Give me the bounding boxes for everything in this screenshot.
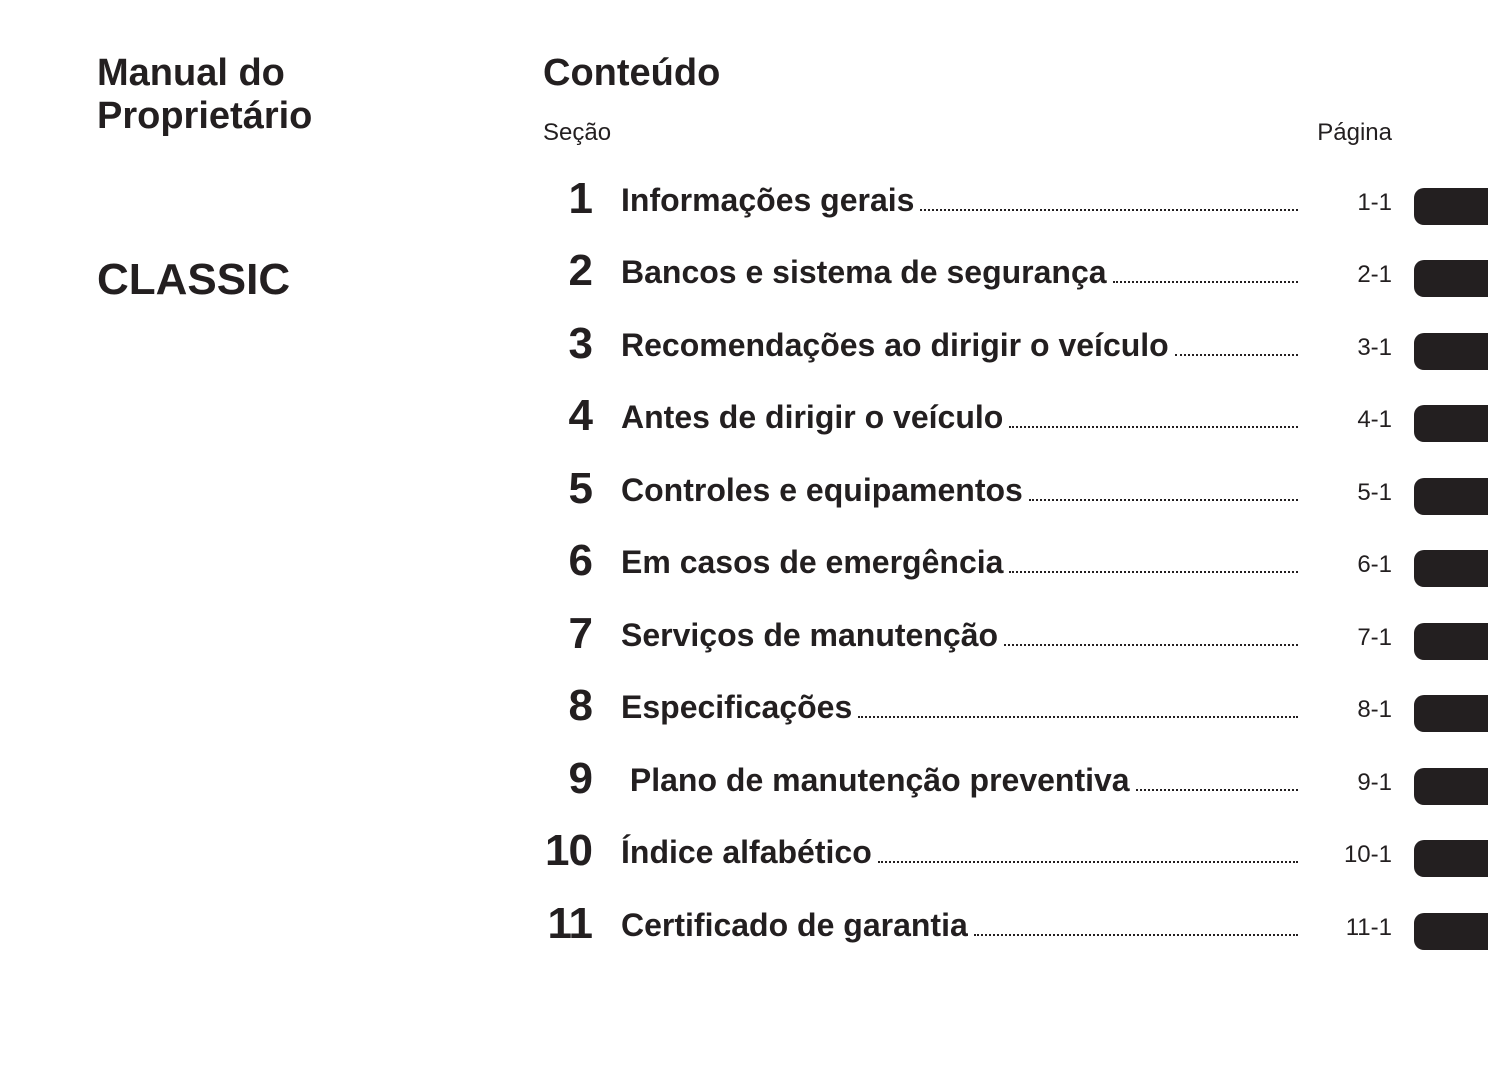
- dot-leader: [1113, 277, 1298, 283]
- page-reference: 4-1: [1357, 406, 1392, 433]
- page-reference: 5-1: [1357, 479, 1392, 506]
- page-reference: 8-1: [1357, 696, 1392, 723]
- entry-line: [621, 470, 1298, 510]
- dot-leader: [1009, 567, 1298, 573]
- page-column-header: Página: [1317, 119, 1392, 146]
- section-thumb-tab[interactable]: [1414, 188, 1488, 225]
- section-thumb-tab[interactable]: [1414, 623, 1488, 660]
- page-reference: 11-1: [1345, 914, 1392, 941]
- section-thumb-tab[interactable]: [1414, 478, 1488, 515]
- section-title: Recomendações ao dirigir o veículo: [621, 327, 1169, 363]
- toc-entry-4[interactable]: [540, 391, 1488, 443]
- toc-entry-8[interactable]: [540, 681, 1488, 733]
- entry-line: [621, 905, 1298, 945]
- section-thumb-tab[interactable]: [1414, 550, 1488, 587]
- model-name: CLASSIC: [97, 255, 291, 304]
- page-reference: 2-1: [1357, 261, 1392, 288]
- toc-entry-7[interactable]: [540, 609, 1488, 661]
- section-title: Plano de manutenção preventiva: [621, 762, 1130, 798]
- dot-leader: [920, 205, 1298, 211]
- page-reference: 10-1: [1343, 841, 1392, 868]
- manual-title-line-2: Proprietário: [97, 95, 313, 137]
- section-number: 4: [568, 391, 592, 440]
- dot-leader: [878, 857, 1298, 863]
- section-number: 2: [568, 246, 592, 295]
- toc-entry-9[interactable]: [540, 754, 1488, 806]
- entry-line: [621, 760, 1298, 800]
- entry-line: [621, 832, 1298, 872]
- page-reference: 9-1: [1357, 769, 1392, 796]
- section-title: Informações gerais: [621, 182, 915, 218]
- dot-leader: [1004, 640, 1298, 646]
- section-thumb-tab[interactable]: [1414, 260, 1488, 297]
- section-thumb-tab[interactable]: [1414, 840, 1488, 877]
- entry-line: [621, 252, 1298, 292]
- manual-title: [97, 52, 312, 138]
- section-number: 5: [568, 464, 592, 513]
- dot-leader: [974, 930, 1298, 936]
- section-title: Índice alfabético: [621, 834, 872, 870]
- toc-entry-10[interactable]: [540, 826, 1488, 878]
- toc-entry-6[interactable]: [540, 536, 1488, 588]
- dot-leader: [1029, 495, 1298, 501]
- entry-line: [621, 180, 1298, 220]
- section-number: 6: [568, 536, 592, 585]
- toc-entry-11[interactable]: [540, 899, 1488, 951]
- section-number: 10: [545, 826, 592, 875]
- section-title: Especificações: [621, 689, 853, 725]
- entry-line: [621, 397, 1298, 437]
- section-thumb-tab[interactable]: [1414, 768, 1488, 805]
- contents-title: Conteúdo: [543, 52, 721, 94]
- section-number: 1: [568, 174, 592, 223]
- dot-leader: [858, 712, 1298, 718]
- entry-line: [621, 687, 1298, 727]
- toc-entry-5[interactable]: [540, 464, 1488, 516]
- dot-leader: [1136, 785, 1298, 791]
- section-title: Certificado de garantia: [621, 907, 968, 943]
- section-number: 3: [568, 319, 592, 368]
- section-thumb-tab[interactable]: [1414, 405, 1488, 442]
- section-title: Em casos de emergência: [621, 544, 1004, 580]
- toc-entry-1[interactable]: [540, 174, 1488, 226]
- toc-entry-2[interactable]: [540, 246, 1488, 298]
- section-thumb-tab[interactable]: [1414, 333, 1488, 370]
- toc-entry-3[interactable]: [540, 319, 1488, 371]
- section-title: Antes de dirigir o veículo: [621, 399, 1004, 435]
- dot-leader: [1175, 350, 1298, 356]
- section-number: 9: [568, 754, 592, 803]
- entry-line: [621, 542, 1298, 582]
- entry-line: [621, 325, 1298, 365]
- section-title: Controles e equipamentos: [621, 472, 1023, 508]
- section-title: Bancos e sistema de segurança: [621, 254, 1107, 290]
- section-number: 11: [547, 899, 592, 948]
- dot-leader: [1009, 422, 1298, 428]
- section-number: 7: [568, 609, 592, 658]
- section-column-header: Seção: [543, 119, 612, 146]
- section-thumb-tab[interactable]: [1414, 913, 1488, 950]
- section-title: Serviços de manutenção: [621, 617, 999, 653]
- section-thumb-tab[interactable]: [1414, 695, 1488, 732]
- manual-title-line-1: Manual do: [97, 52, 285, 94]
- page-reference: 6-1: [1357, 551, 1392, 578]
- page-reference: 1-1: [1357, 189, 1392, 216]
- entry-line: [621, 615, 1298, 655]
- page-reference: 3-1: [1357, 334, 1392, 361]
- page-reference: 7-1: [1357, 624, 1392, 651]
- section-number: 8: [568, 681, 592, 730]
